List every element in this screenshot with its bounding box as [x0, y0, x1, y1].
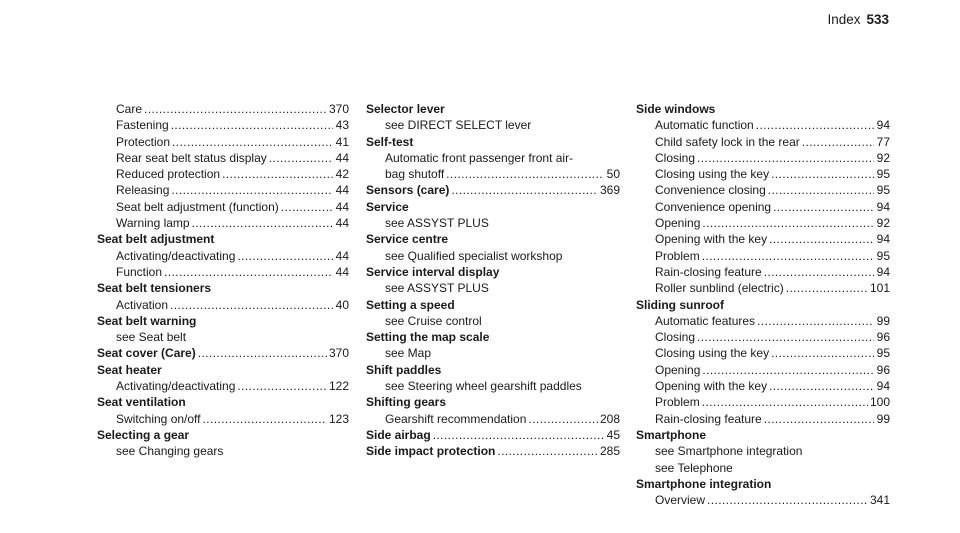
index-subentry — [636, 345, 890, 361]
dot-leader — [281, 199, 333, 215]
dot-leader — [802, 134, 874, 150]
dot-leader — [769, 231, 874, 247]
index-subentry — [636, 199, 890, 215]
entry-text: Child safety lock in the rear — [655, 134, 800, 149]
entry-text: Rear seat belt status display — [116, 150, 267, 165]
dot-leader — [171, 117, 333, 133]
index-subentry — [636, 150, 890, 166]
index-subentry — [97, 411, 349, 427]
entry-page-number: 285 — [599, 444, 620, 459]
index-heading: Selector lever — [366, 102, 445, 116]
index-heading: Seat ventilation — [97, 395, 186, 410]
entry-text: Closing — [655, 330, 696, 345]
entry-page-number: 41 — [335, 134, 349, 149]
index-subentry — [366, 411, 620, 427]
index-subentry — [97, 378, 349, 394]
index-subentry: see ASSYST PLUS — [385, 216, 489, 231]
entry-page-number: 95 — [876, 183, 890, 198]
index-subentry — [636, 117, 890, 133]
entry-text: bag shutoff — [385, 167, 445, 182]
entry-text: Convenience closing — [655, 183, 766, 198]
dot-leader — [771, 166, 874, 182]
entry-text: Activation — [116, 297, 169, 312]
entry-text: Problem — [655, 395, 700, 410]
dot-leader — [773, 199, 874, 215]
entry-text: Closing using the key — [655, 346, 770, 361]
index-subentry — [97, 182, 349, 198]
entry-text: Opening — [655, 216, 701, 231]
entry-page-number: 101 — [869, 281, 890, 296]
index-entry — [366, 443, 620, 459]
entry-text: Care — [116, 102, 143, 116]
entry-text: Activating/deactivating — [116, 379, 236, 394]
entry-page-number: 95 — [876, 248, 890, 263]
entry-page-number: 122 — [328, 379, 349, 394]
entry-text: Opening — [655, 362, 701, 377]
index-subentry — [97, 166, 349, 182]
index-heading: Seat belt warning — [97, 313, 197, 328]
entry-page-number: 92 — [876, 150, 890, 165]
index-heading: Smartphone integration — [636, 476, 772, 491]
index-subentry — [97, 117, 349, 133]
entry-text: Opening with the key — [655, 232, 768, 247]
dot-leader — [756, 117, 874, 133]
dot-leader — [697, 150, 874, 166]
entry-page-number: 370 — [328, 102, 349, 116]
entry-page-number: 42 — [335, 167, 349, 182]
index-entry — [366, 427, 620, 443]
dot-leader — [451, 182, 598, 198]
entry-page-number: 369 — [599, 183, 620, 198]
entry-page-number: 96 — [876, 330, 890, 345]
index-subentry — [97, 215, 349, 231]
dot-leader — [164, 264, 333, 280]
index-entry — [97, 345, 349, 361]
index-subentry — [636, 166, 890, 182]
index-subentry — [636, 264, 890, 280]
index-heading: Seat belt adjustment — [97, 232, 215, 247]
index-heading: Seat belt tensioners — [97, 281, 212, 296]
index-heading: Shift paddles — [366, 362, 442, 377]
entry-text: Reduced protection — [116, 167, 221, 182]
index-subentry: see DIRECT SELECT lever — [385, 118, 532, 133]
dot-leader — [764, 411, 874, 427]
dot-leader — [786, 280, 868, 296]
index-subentry — [636, 313, 890, 329]
index-heading: Setting the map scale — [366, 330, 490, 345]
index-heading: Seat heater — [97, 362, 162, 377]
entry-page-number: 100 — [869, 395, 890, 410]
entry-page-number: 44 — [335, 248, 349, 263]
entry-page-number: 370 — [328, 346, 349, 361]
dot-leader — [769, 378, 874, 394]
index-subentry — [636, 492, 890, 508]
index-subentry — [366, 166, 620, 182]
dot-leader — [768, 182, 874, 198]
index-heading: Setting a speed — [366, 297, 455, 312]
dot-leader — [528, 411, 598, 427]
entry-text: Rain-closing feature — [655, 411, 762, 426]
entry-page-number: 99 — [876, 411, 890, 426]
index-heading: Service centre — [366, 232, 449, 247]
index-column-2 — [366, 101, 620, 460]
index-subentry — [97, 150, 349, 166]
dot-leader — [172, 134, 333, 150]
entry-text: Roller sunblind (electric) — [655, 281, 784, 296]
dot-leader — [198, 345, 327, 361]
dot-leader — [144, 101, 327, 117]
entry-text: Side impact protection — [366, 444, 496, 459]
entry-page-number: 95 — [876, 167, 890, 182]
entry-text: Overview — [655, 493, 706, 508]
entry-text: Opening with the key — [655, 379, 768, 394]
entry-page-number: 99 — [876, 313, 890, 328]
entry-page-number: 44 — [335, 150, 349, 165]
entry-page-number: 94 — [876, 379, 890, 394]
dot-leader — [764, 264, 874, 280]
index-subentry — [97, 264, 349, 280]
index-subentry — [636, 378, 890, 394]
index-subentry — [97, 134, 349, 150]
entry-page-number: 44 — [335, 199, 349, 214]
dot-leader — [771, 345, 874, 361]
entry-text: Fastening — [116, 118, 169, 133]
entry-page-number: 94 — [876, 118, 890, 133]
index-subentry: see Qualified specialist workshop — [385, 248, 563, 263]
dot-leader — [702, 215, 874, 231]
entry-page-number: 94 — [876, 199, 890, 214]
dot-leader — [170, 297, 333, 313]
index-subentry — [636, 182, 890, 198]
dot-leader — [237, 378, 327, 394]
index-heading: Selecting a gear — [97, 427, 190, 442]
dot-leader — [192, 215, 333, 231]
entry-text: Convenience opening — [655, 199, 772, 214]
entry-text: Side airbag — [366, 427, 431, 442]
index-subentry — [636, 134, 890, 150]
entry-page-number: 77 — [876, 134, 890, 149]
index-heading: Service — [366, 199, 409, 214]
entry-page-number: 94 — [876, 232, 890, 247]
dot-leader — [269, 150, 333, 166]
index-subentry: see Steering wheel gearshift paddles — [385, 379, 582, 394]
index-column-3 — [636, 101, 890, 508]
entry-page-number: 208 — [599, 411, 620, 426]
index-subentry: see Smartphone integration — [655, 444, 803, 459]
entry-text: Activating/deactivating — [116, 248, 236, 263]
entry-page-number: 92 — [876, 216, 890, 231]
dot-leader — [702, 394, 868, 410]
entry-text: Closing — [655, 150, 696, 165]
entry-text: Rain-closing feature — [655, 264, 762, 279]
index-subentry — [636, 280, 890, 296]
dot-leader — [237, 248, 333, 264]
index-heading: Smartphone — [636, 427, 707, 442]
entry-page-number: 43 — [335, 118, 349, 133]
entry-page-number: 96 — [876, 362, 890, 377]
entry-page-number: 50 — [606, 167, 620, 182]
dot-leader — [707, 492, 868, 508]
dot-leader — [702, 248, 874, 264]
dot-leader — [171, 182, 333, 198]
index-subentry: see Seat belt — [116, 330, 187, 345]
entry-text: Protection — [116, 134, 171, 149]
index-subentry: see Cruise control — [385, 313, 482, 328]
index-subentry — [97, 248, 349, 264]
entry-page-number: 95 — [876, 346, 890, 361]
dot-leader — [222, 166, 333, 182]
index-subentry: see Map — [385, 346, 432, 361]
dot-leader — [203, 411, 327, 427]
index-subentry — [636, 362, 890, 378]
index-subentry — [97, 297, 349, 313]
index-subentry: see Changing gears — [116, 444, 224, 459]
entry-text: Seat cover (Care) — [97, 346, 196, 361]
entry-page-number: 44 — [335, 264, 349, 279]
index-heading: Self-test — [366, 134, 414, 149]
index-heading: Sliding sunroof — [636, 297, 724, 312]
index-subentry — [97, 101, 349, 117]
entry-text: Switching on/off — [116, 411, 201, 426]
dot-leader — [702, 362, 874, 378]
index-subentry: see ASSYST PLUS — [385, 281, 489, 296]
index-subentry — [636, 329, 890, 345]
entry-text: Sensors (care) — [366, 183, 450, 198]
index-heading: Shifting gears — [366, 395, 447, 410]
page-header — [827, 12, 889, 27]
entry-text: Automatic features — [655, 313, 756, 328]
entry-text: Problem — [655, 248, 700, 263]
index-subentry: Automatic front passenger front air- — [385, 150, 574, 165]
index-subentry — [97, 199, 349, 215]
entry-text: Releasing — [116, 183, 170, 198]
dot-leader — [446, 166, 604, 182]
entry-text: Function — [116, 264, 163, 279]
dot-leader — [497, 443, 598, 459]
entry-page-number: 44 — [335, 216, 349, 231]
entry-page-number: 94 — [876, 264, 890, 279]
index-subentry — [636, 394, 890, 410]
dot-leader — [433, 427, 604, 443]
index-entry — [366, 182, 620, 198]
entry-page-number: 40 — [335, 297, 349, 312]
entry-page-number: 123 — [328, 411, 349, 426]
entry-text: Seat belt adjustment (function) — [116, 199, 279, 214]
entry-text: Automatic function — [655, 118, 754, 133]
index-subentry: see Telephone — [655, 460, 733, 475]
index-column-1 — [97, 101, 349, 460]
page-number: 533 — [866, 12, 889, 27]
index-heading: Service interval display — [366, 264, 500, 279]
index-heading: Side windows — [636, 102, 716, 116]
entry-page-number: 44 — [335, 183, 349, 198]
header-title: Index — [827, 12, 861, 27]
entry-text: Warning lamp — [116, 216, 190, 231]
index-subentry — [636, 248, 890, 264]
dot-leader — [757, 313, 874, 329]
dot-leader — [697, 329, 874, 345]
index-subentry — [636, 411, 890, 427]
entry-page-number: 45 — [606, 427, 620, 442]
entry-page-number: 341 — [869, 493, 890, 508]
index-subentry — [636, 231, 890, 247]
index-subentry — [636, 215, 890, 231]
entry-text: Gearshift recommendation — [385, 411, 527, 426]
entry-text: Closing using the key — [655, 167, 770, 182]
